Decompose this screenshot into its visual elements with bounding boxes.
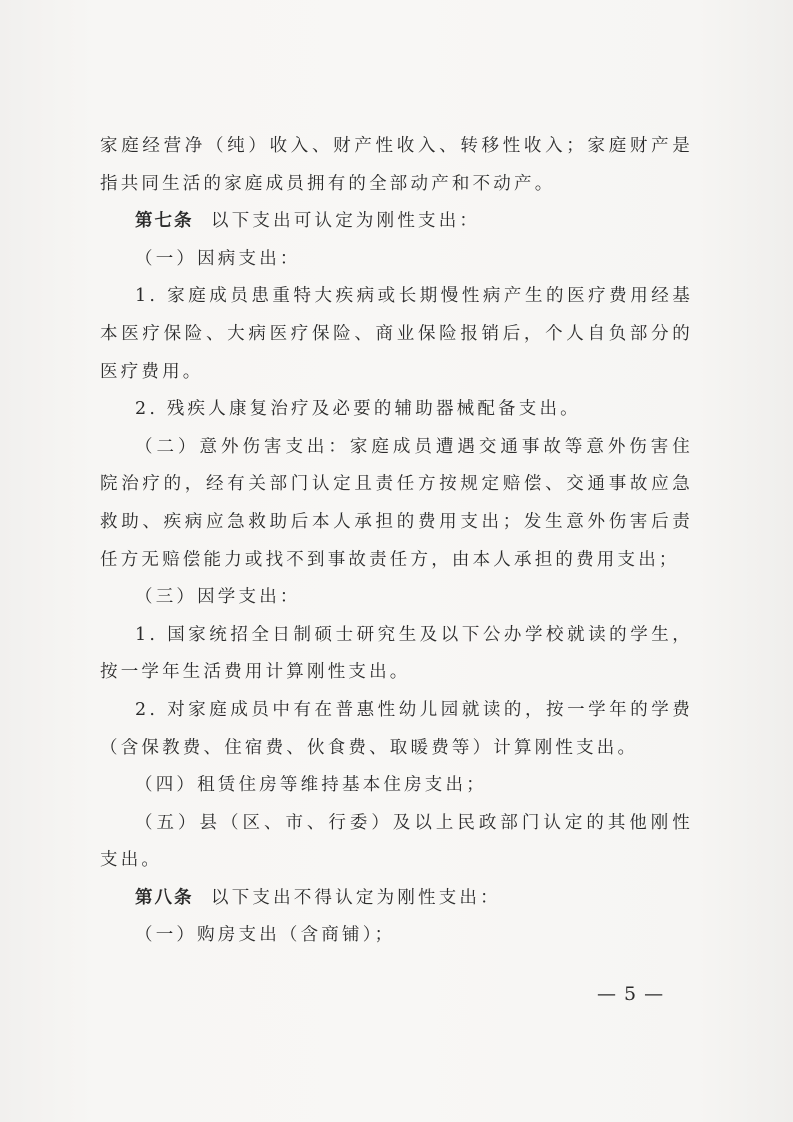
article-heading: 第七条 xyxy=(135,211,194,232)
body-paragraph xyxy=(100,579,693,617)
paragraph-text: 以下支出不得认定为刚性支出： xyxy=(193,887,501,908)
body-paragraph xyxy=(100,805,693,880)
paragraph-text: 以下支出可认定为刚性支出： xyxy=(193,211,481,232)
body-paragraph xyxy=(100,278,693,391)
paragraph-text: （一）因病支出： xyxy=(135,248,301,269)
article-paragraph xyxy=(100,880,693,918)
body-paragraph xyxy=(100,917,693,955)
paragraph-text: （一）购房支出（含商铺）； xyxy=(135,925,396,946)
paragraph-text: （二）意外伤害支出：家庭成员遭遇交通事故等意外伤害住院治疗的，经有关部门认定且责任方按规定赔偿、交通事故应急救助、疾病应急救助后本人承担的费用支出；发生意外伤害后责任方无赔偿能力或找不到事故责任方，由本人承担的费用支出； xyxy=(100,436,693,570)
body-paragraph xyxy=(100,767,693,805)
body-paragraph xyxy=(100,692,693,767)
paragraph-text: 2. 残疾人康复治疗及必要的辅助器械配备支出。 xyxy=(135,399,581,420)
paragraph-text: （四）租赁住房等维持基本住房支出； xyxy=(135,775,487,796)
body-paragraph xyxy=(100,391,693,429)
body-paragraph xyxy=(100,128,693,203)
body-paragraph xyxy=(100,241,693,279)
body-paragraph xyxy=(100,617,693,692)
article-paragraph xyxy=(100,203,693,241)
document-body xyxy=(100,128,693,955)
paragraph-text: （五）县（区、市、行委）及以上民政部门认定的其他刚性支出。 xyxy=(100,812,693,871)
paragraph-text: 家庭经营净（纯）收入、财产性收入、转移性收入；家庭财产是指共同生活的家庭成员拥有的全部动产和不动产。 xyxy=(100,136,693,194)
body-paragraph xyxy=(100,429,693,579)
page-number: — 5 — xyxy=(597,983,665,1005)
paragraph-text: 2. 对家庭成员中有在普惠性幼儿园就读的，按一学年的学费（含保教费、住宿费、伙食费、取暖费等）计算刚性支出。 xyxy=(100,699,693,758)
paragraph-text: 1. 国家统招全日制硕士研究生及以下公办学校就读的学生，按一学年生活费用计算刚性支出。 xyxy=(100,624,693,683)
paragraph-text: 1. 家庭成员患重特大疾病或长期慢性病产生的医疗费用经基本医疗保险、大病医疗保险、商业保险报销后，个人自负部分的医疗费用。 xyxy=(100,286,693,382)
article-heading: 第八条 xyxy=(135,887,194,908)
paragraph-text: （三）因学支出： xyxy=(135,587,301,608)
